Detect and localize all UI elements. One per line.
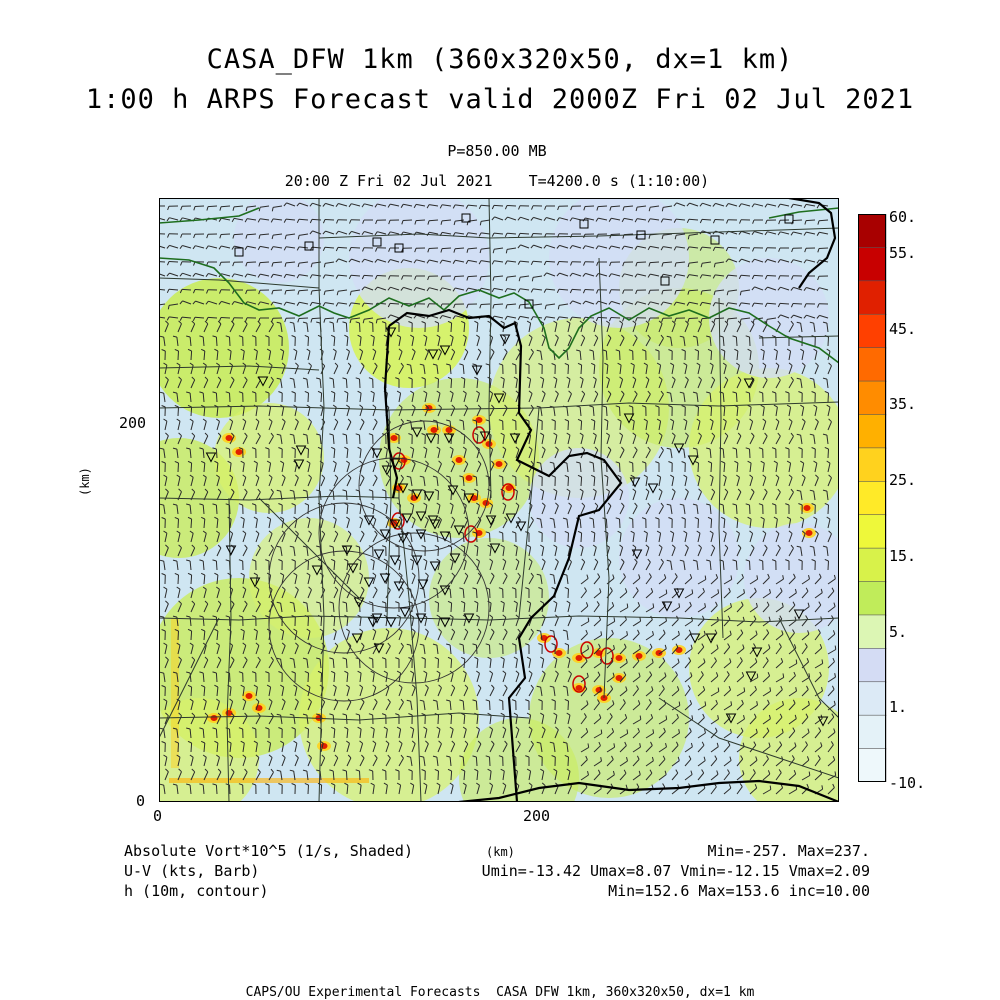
colorbar-label-minus-10: -10. xyxy=(889,774,926,792)
colorbar-label-1: 1. xyxy=(889,698,908,716)
title-line-1: CASA_DFW 1km (360x320x50, dx=1 km) xyxy=(206,44,794,75)
field-barb: U-V (kts, Barb) xyxy=(124,862,260,880)
colorbar-swatch xyxy=(858,481,886,515)
y-axis-unit: (km) xyxy=(78,467,92,496)
colorbar-swatch xyxy=(858,682,886,716)
colorbar-swatch xyxy=(858,515,886,549)
colorbar-swatch xyxy=(858,247,886,281)
x-tick-200: 200 xyxy=(523,807,551,825)
credit-line: CAPS/OU Experimental Forecasts CASA DFW 1km, 360x320x50, dx=1 km xyxy=(245,985,755,1000)
y-tick-0: 0 xyxy=(136,792,146,810)
stats-vorticity: Min=-257. Max=237. xyxy=(707,842,870,860)
colorbar-swatch xyxy=(858,749,886,782)
colorbar-swatch xyxy=(858,414,886,448)
colorbar-swatch xyxy=(858,548,886,582)
colorbar-swatch xyxy=(858,615,886,649)
colorbar xyxy=(858,214,888,782)
colorbar-swatch xyxy=(858,715,886,749)
colorbar-label-15: 15. xyxy=(889,547,917,565)
colorbar-swatch xyxy=(858,582,886,616)
x-axis-unit: (km) xyxy=(486,845,515,859)
colorbar-swatch xyxy=(858,648,886,682)
x-tick-0: 0 xyxy=(153,807,163,825)
colorbar-swatch xyxy=(858,281,886,315)
colorbar-swatch xyxy=(858,348,886,382)
colorbar-label-25: 25. xyxy=(889,471,917,489)
colorbar-swatch xyxy=(858,381,886,415)
colorbar-label-5: 5. xyxy=(889,623,908,641)
field-contour: h (10m, contour) xyxy=(124,882,269,900)
stats-height: Min=152.6 Max=153.6 inc=10.00 xyxy=(608,882,870,900)
title-line-2: 1:00 h ARPS Forecast valid 2000Z Fri 02 Jul 2021 xyxy=(85,84,915,115)
colorbar-swatch xyxy=(858,214,886,248)
colorbar-label-35: 35. xyxy=(889,395,917,413)
colorbar-swatch xyxy=(858,448,886,482)
pressure-level: P=850.00 MB xyxy=(447,142,547,160)
forecast-map xyxy=(159,198,839,802)
colorbar-label-55: 55. xyxy=(889,244,917,262)
colorbar-label-60: 60. xyxy=(889,208,917,226)
field-shaded: Absolute Vort*10^5 (1/s, Shaded) xyxy=(124,842,413,860)
y-tick-200: 200 xyxy=(119,414,147,432)
colorbar-swatch xyxy=(858,314,886,348)
colorbar-label-45: 45. xyxy=(889,320,917,338)
stats-wind: Umin=-13.42 Umax=8.07 Vmin=-12.15 Vmax=2.09 xyxy=(481,862,870,880)
valid-time: 20:00 Z Fri 02 Jul 2021 T=4200.0 s (1:10:00) xyxy=(284,172,710,190)
